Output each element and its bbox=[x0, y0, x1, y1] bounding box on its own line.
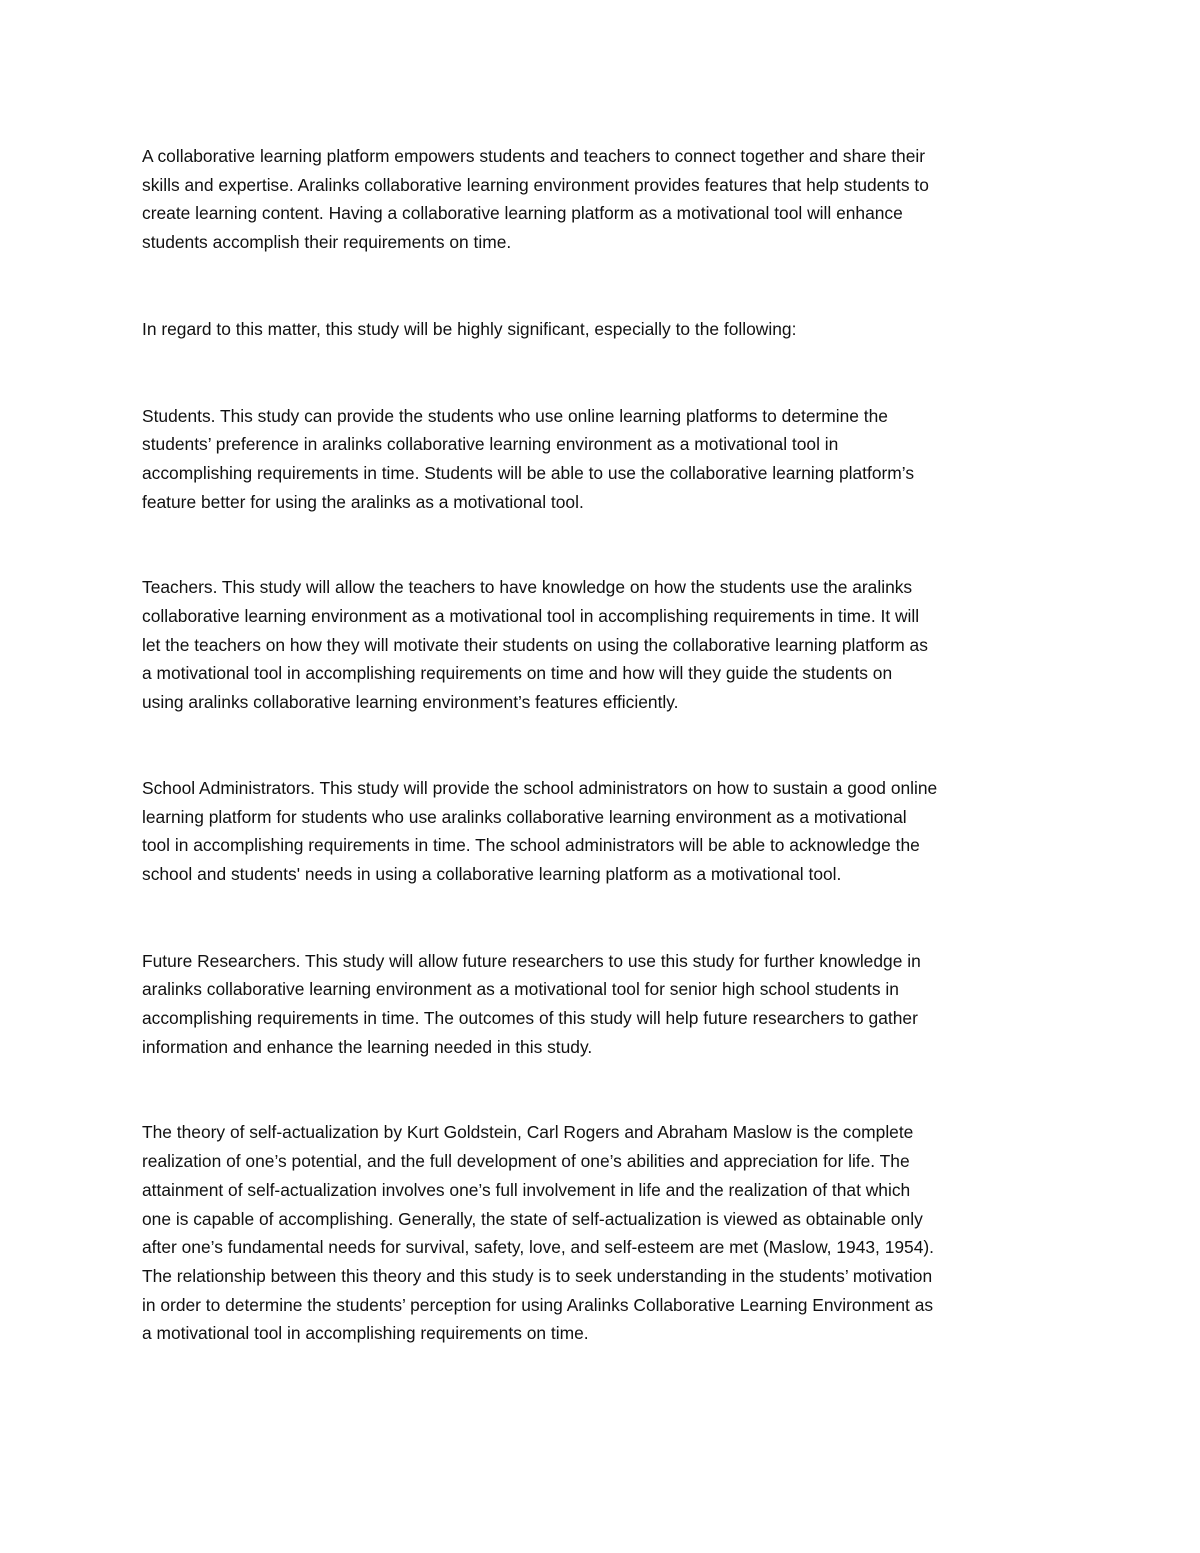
paragraph-significance-intro bbox=[142, 315, 1062, 344]
text-line: tool in accomplishing requirements in time. The school administrators will be able to acknowledge the bbox=[142, 835, 920, 856]
text-line: create learning content. Having a collaborative learning platform as a motivational tool will enhance bbox=[142, 203, 903, 224]
text-line: let the teachers on how they will motivate their students on using the collaborative learning platform as bbox=[142, 634, 928, 655]
text-line: feature better for using the aralinks as a motivational tool. bbox=[142, 491, 584, 512]
text-line: Future Researchers. This study will allow future researchers to use this study for further knowledge in bbox=[142, 950, 921, 971]
text-line: accomplishing requirements in time. The outcomes of this study will help future researchers to gather bbox=[142, 1008, 918, 1029]
text-line: realization of one’s potential, and the full development of one’s abilities and appreciation for life. The bbox=[142, 1151, 910, 1172]
text-line: accomplishing requirements in time. Students will be able to use the collaborative learning platform’s bbox=[142, 462, 915, 483]
text-line: students accomplish their requirements on time. bbox=[142, 232, 512, 253]
text-line: one is capable of accomplishing. Generally, the state of self-actualization is viewed as obtainable only bbox=[142, 1208, 923, 1229]
paragraph-school-administrators bbox=[142, 774, 1062, 889]
text-line: school and students' needs in using a collaborative learning platform as a motivational tool. bbox=[142, 863, 842, 884]
text-line: In regard to this matter, this study will be highly significant, especially to the following: bbox=[142, 318, 797, 339]
text-line: collaborative learning environment as a motivational tool in accomplishing requirements in time. It will bbox=[142, 606, 920, 627]
text-line: The relationship between this theory and this study is to seek understanding in the students’ motivation bbox=[142, 1265, 933, 1286]
text-line: a motivational tool in accomplishing requirements on time. bbox=[142, 1323, 589, 1344]
text-line: The theory of self-actualization by Kurt Goldstein, Carl Rogers and Abraham Maslow is the complete bbox=[142, 1122, 914, 1143]
paragraph-future-researchers bbox=[142, 947, 1062, 1062]
text-line: aralinks collaborative learning environment as a motivational tool for senior high school students in bbox=[142, 979, 899, 1000]
text-line: after one’s fundamental needs for survival, safety, love, and self-esteem are met (Maslow, 1943, 1954). bbox=[142, 1237, 935, 1258]
text-line: students’ preference in aralinks collaborative learning environment as a motivational tool in bbox=[142, 434, 839, 455]
text-line: Students. This study can provide the students who use online learning platforms to determine the bbox=[142, 405, 888, 426]
text-line: School Administrators. This study will provide the school administrators on how to sustain a good online bbox=[142, 777, 938, 798]
text-line: A collaborative learning platform empowers students and teachers to connect together and share their bbox=[142, 146, 926, 166]
paragraph-students bbox=[142, 402, 1062, 517]
paragraph-intro bbox=[142, 142, 1062, 257]
text-line: attainment of self-actualization involves one’s full involvement in life and the realization of that which bbox=[142, 1179, 911, 1200]
text-line: skills and expertise. Aralinks collaborative learning environment provides features that help students to bbox=[142, 174, 929, 195]
text-line: information and enhance the learning needed in this study. bbox=[142, 1036, 593, 1057]
paragraph-theory bbox=[142, 1118, 1062, 1348]
text-line: learning platform for students who use aralinks collaborative learning environment as a motivational bbox=[142, 806, 907, 827]
paragraph-teachers bbox=[142, 573, 1062, 717]
text-line: using aralinks collaborative learning environment’s features efficiently. bbox=[142, 692, 679, 713]
text-line: Teachers. This study will allow the teachers to have knowledge on how the students use the aralinks bbox=[142, 577, 913, 598]
document-body bbox=[142, 142, 1062, 1348]
text-line: in order to determine the students’ perception for using Aralinks Collaborative Learning Environment as bbox=[142, 1294, 934, 1315]
text-line: a motivational tool in accomplishing requirements on time and how will they guide the students on bbox=[142, 663, 893, 684]
